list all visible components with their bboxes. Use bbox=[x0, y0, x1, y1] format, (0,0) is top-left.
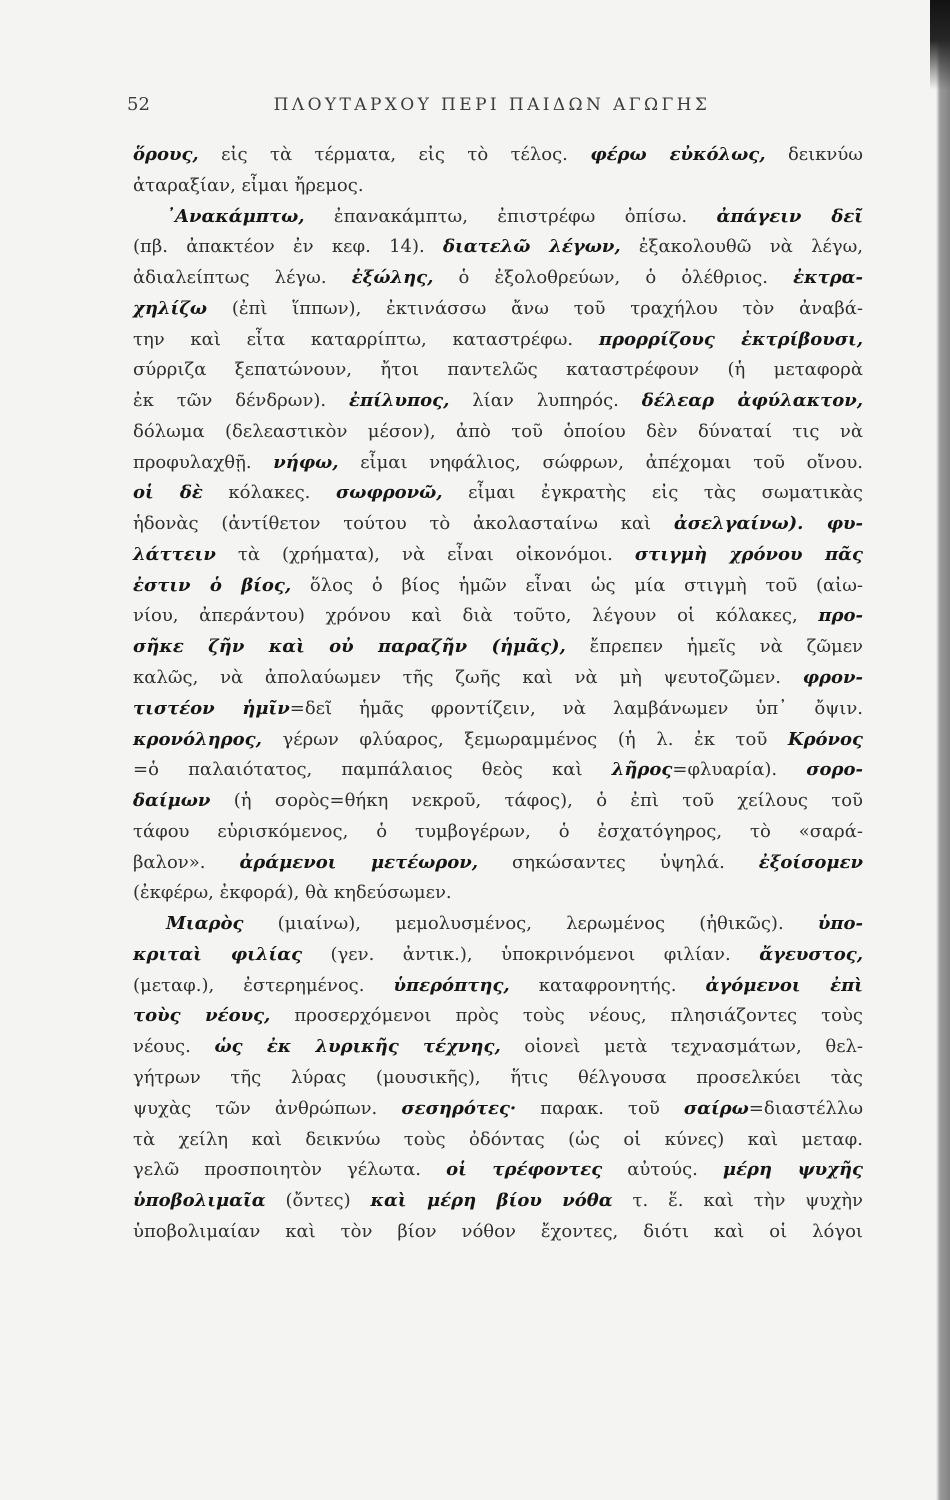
gloss-text: =ὁ παλαιότατος, παμπάλαιος θεὸς καὶ bbox=[133, 759, 612, 781]
glossed-term: ἀράμενοι μετέωρον, bbox=[239, 851, 479, 873]
scan-corner-shadow bbox=[930, 0, 950, 90]
gloss-text: τὰ χείλη καὶ δεικνύω τοὺς ὀδόντας (ὡς οἱ κύνες) καὶ μεταφ. bbox=[133, 1128, 863, 1150]
text-line bbox=[133, 478, 863, 509]
glossed-term: τιστέον ἡμῖν bbox=[133, 697, 290, 719]
gloss-text: ψυχὰς τῶν ἀνθρώπων. bbox=[133, 1097, 402, 1119]
glossed-term: δαίμων bbox=[133, 790, 211, 812]
text-line bbox=[133, 540, 863, 571]
glossed-term: σῆκε ζῆν καὶ οὐ παραζῆν (ἡμᾶς), bbox=[133, 636, 566, 658]
glossed-term: κριταὶ φιλίας bbox=[133, 943, 303, 965]
text-line bbox=[133, 878, 863, 909]
gloss-text: νίου, ἀπεράντου) χρόνου καὶ διὰ τοῦτο, λέγουν οἱ κόλακες, bbox=[133, 605, 819, 627]
glossed-term: χηλίζω bbox=[133, 297, 208, 319]
text-line bbox=[133, 325, 863, 356]
text-line bbox=[133, 725, 863, 756]
glossed-term: μέρη ψυχῆς bbox=[722, 1159, 863, 1181]
gloss-text: προφυλαχθῇ. bbox=[133, 451, 274, 473]
glossed-term: Μιαρὸς bbox=[166, 913, 244, 935]
gloss-text: τ. ἕ. καὶ τὴν ψυχὴν bbox=[612, 1190, 863, 1212]
glossed-term: σαίρω bbox=[683, 1097, 749, 1119]
glossed-term: ἄγευστος, bbox=[759, 943, 863, 965]
glossed-term: σορο- bbox=[806, 759, 863, 781]
gloss-text: ἔπρεπεν ἡμεῖς νὰ ζῶμεν bbox=[565, 636, 863, 658]
gloss-text: ὅλος ὁ βίος ἡμῶν εἶναι ὡς μία στιγμὴ τοῦ (αἰω- bbox=[291, 574, 863, 596]
text-line bbox=[133, 417, 863, 448]
paragraph bbox=[133, 202, 863, 910]
glossed-term: προ- bbox=[818, 605, 863, 627]
gloss-text: ἡδονὰς (ἀντίθετον τούτου τὸ ἀκολασταίνω καὶ bbox=[133, 513, 674, 535]
text-line bbox=[133, 1155, 863, 1186]
scan-edge-shadow bbox=[936, 0, 950, 1500]
text-line bbox=[133, 1094, 863, 1125]
text-line bbox=[133, 232, 863, 263]
text-line bbox=[133, 171, 863, 202]
text-line bbox=[133, 448, 863, 479]
text-line bbox=[133, 632, 863, 663]
glossed-term: ὡς ἐκ λυρικῆς τέχνης, bbox=[214, 1036, 501, 1058]
gloss-text: ἀδιαλείπτως λέγω. bbox=[133, 267, 352, 289]
glossed-term: ἐκτρα- bbox=[793, 267, 863, 289]
glossed-term: οἱ τρέφοντες bbox=[446, 1159, 603, 1181]
gloss-text: ὁ ἐξολοθρεύων, ὁ ὀλέθριος. bbox=[433, 267, 794, 289]
gloss-text: λίαν λυπηρός. bbox=[449, 390, 642, 412]
gloss-text: ἀταραξίαν, εἶμαι ἤρεμος. bbox=[133, 174, 364, 196]
gloss-text: τάφου εὑρισκόμενος, ὁ τυμβογέρων, ὁ ἐσχατόγηρος, τὸ «σαρά- bbox=[133, 820, 863, 842]
text-line bbox=[133, 571, 863, 602]
text-line bbox=[133, 848, 863, 879]
text-line bbox=[133, 601, 863, 632]
gloss-text: δεικνύω bbox=[765, 144, 863, 165]
glossed-term: τοὺς νέους, bbox=[133, 1005, 271, 1027]
gloss-text: (ὄντες) bbox=[265, 1190, 371, 1212]
glossed-term: δέλεαρ ἀφύλακτον, bbox=[641, 390, 863, 412]
gloss-text: =δεῖ ἡμᾶς φροντίζειν, νὰ λαμβάνωμεν ὑπ᾿ ὄψιν. bbox=[289, 697, 863, 719]
gloss-text: (μεταφ.), ἐστερημένος. bbox=[133, 974, 394, 996]
glossed-term: στιγμὴ χρόνου πᾶς bbox=[634, 543, 863, 565]
text-line bbox=[133, 1063, 863, 1094]
gloss-text: οἱονεὶ μετὰ τεχνασμάτων, θελ- bbox=[500, 1036, 864, 1058]
gloss-text: καταφρονητής. bbox=[509, 974, 706, 996]
glossed-term: φέρω εὐκόλως, bbox=[590, 144, 766, 165]
text-line bbox=[133, 1217, 863, 1248]
paragraph bbox=[133, 909, 863, 1247]
glossed-term: σεσηρότες· bbox=[401, 1097, 517, 1119]
glossed-term: σωφρονῶ, bbox=[336, 482, 443, 504]
glossed-term: ἐπίλυπος, bbox=[349, 390, 450, 412]
gloss-text: αὐτούς. bbox=[602, 1159, 723, 1181]
gloss-text: δόλωμα (δελεαστικὸν μέσον), ἀπὸ τοῦ ὁποίου δὲν δύναταί τις νὰ bbox=[133, 420, 863, 442]
text-line bbox=[133, 386, 863, 417]
gloss-text: εἶμαι ἐγκρατὴς εἰς τὰς σωματικὰς bbox=[442, 482, 863, 504]
gloss-text: (ἐκφέρω, ἐκφορά), θὰ κηδεύσωμεν. bbox=[133, 882, 452, 904]
gloss-text: (γεν. ἀντικ.), ὑποκρινόμενοι φιλίαν. bbox=[302, 943, 760, 965]
glossed-term: καὶ μέρη βίου νόθα bbox=[370, 1190, 613, 1212]
gloss-text: (ἡ σορὸς=θήκη νεκροῦ, τάφος), ὁ ἐπὶ τοῦ χείλους τοῦ bbox=[210, 790, 863, 812]
glossed-term: ἐξοίσομεν bbox=[758, 851, 863, 873]
glossed-term: προρρίζους ἐκτρίβουσι, bbox=[598, 328, 864, 350]
glossed-term: ἀγόμενοι ἐπὶ bbox=[705, 974, 864, 996]
gloss-text: =διαστέλλω bbox=[748, 1097, 863, 1119]
glossed-term: ὑπο- bbox=[817, 913, 863, 935]
gloss-text: εἶμαι νηφάλιος, σώφρων, ἀπέχομαι τοῦ οἴνου. bbox=[338, 451, 863, 473]
gloss-text: σηκώσαντες ὑψηλά. bbox=[478, 851, 759, 873]
glossed-term: ἀπάγειν δεῖ bbox=[716, 205, 864, 227]
gloss-text: σύρριζα ξεπατώνουν, ἤτοι παντελῶς καταστρέφουν (ἡ μεταφορὰ bbox=[133, 359, 863, 381]
glossed-term: ἐξώλης, bbox=[351, 267, 434, 289]
glossed-term: διατελῶ λέγων, bbox=[443, 236, 621, 258]
gloss-text: ἐκ τῶν δένδρων). bbox=[133, 390, 350, 412]
gloss-text: ἐξακολουθῶ νὰ λέγω, bbox=[620, 236, 863, 258]
text-line bbox=[133, 1125, 863, 1156]
text-line bbox=[133, 755, 863, 786]
gloss-text: (ἐπὶ ἵππων), ἐκτινάσσω ἄνω τοῦ τραχήλου τὸν ἀναβά- bbox=[207, 297, 863, 319]
glossed-term: ἀσελγαίνω). φυ- bbox=[673, 513, 863, 535]
glossed-term: κρονόληρος, bbox=[133, 728, 262, 750]
gloss-text: (πβ. ἀπακτέον ἐν κεφ. 14). bbox=[133, 236, 444, 258]
text-line bbox=[133, 971, 863, 1002]
text-line bbox=[133, 509, 863, 540]
page-number: 52 bbox=[127, 94, 150, 115]
glossed-term: ὅρους, bbox=[133, 144, 199, 165]
glossed-term: ὑποβολιμαῖα bbox=[133, 1190, 266, 1212]
text-line bbox=[133, 355, 863, 386]
text-line bbox=[133, 1001, 863, 1032]
gloss-text: προσερχόμενοι πρὸς τοὺς νέους, πλησιάζοντες τοὺς bbox=[270, 1005, 863, 1027]
gloss-text: βαλον». bbox=[133, 851, 240, 873]
text-line bbox=[133, 694, 863, 725]
gloss-text: γελῶ προσποιητὸν γέλωτα. bbox=[133, 1159, 447, 1181]
text-line bbox=[133, 140, 863, 171]
gloss-text: ὑποβολιμαίαν καὶ τὸν βίον νόθον ἔχοντες, διότι καὶ οἱ λόγοι bbox=[133, 1220, 863, 1242]
gloss-text: καλῶς, νὰ ἀπολαύωμεν τῆς ζωῆς καὶ νὰ μὴ ψευτοζῶμεν. bbox=[133, 667, 803, 689]
text-line bbox=[133, 786, 863, 817]
glossed-term: οἱ δὲ bbox=[133, 482, 203, 504]
text-line bbox=[133, 294, 863, 325]
glossed-term: Κρόνος bbox=[787, 728, 863, 750]
text-line bbox=[133, 940, 863, 971]
text-line bbox=[133, 202, 863, 233]
text-line bbox=[133, 263, 863, 294]
gloss-text: κόλακες. bbox=[202, 482, 336, 504]
gloss-text: παρακ. τοῦ bbox=[516, 1097, 684, 1119]
glossed-term: νήφω, bbox=[273, 451, 339, 473]
gloss-text: ἐπανακάμπτω, ἐπιστρέφω ὀπίσω. bbox=[304, 205, 717, 227]
text-line bbox=[133, 663, 863, 694]
gloss-text: (μιαίνω), μεμολυσμένος, λερωμένος (ἠθικῶς). bbox=[243, 913, 818, 935]
gloss-text: εἰς τὰ τέρματα, εἰς τὸ τέλος. bbox=[198, 144, 591, 165]
glossed-term: φρον- bbox=[802, 667, 863, 689]
gloss-text: =φλυαρία). bbox=[672, 759, 807, 781]
glossed-term: ἐστιν ὁ βίος, bbox=[133, 574, 292, 596]
text-line bbox=[133, 817, 863, 848]
glossed-term: ᾿Ανακάμπτω, bbox=[166, 205, 305, 227]
glossed-term: λάττειν bbox=[133, 543, 216, 565]
page-body bbox=[133, 140, 863, 1248]
glossed-term: ὑπερόπτης, bbox=[393, 974, 510, 996]
gloss-text: γήτρων τῆς λύρας (μουσικῆς), ἥτις θέλγουσα προσελκύει τὰς bbox=[133, 1066, 863, 1088]
gloss-text: γέρων φλύαρος, ξεμωραμμένος (ἡ λ. ἐκ τοῦ bbox=[261, 728, 788, 750]
gloss-text: τὰ (χρήματα), νὰ εἶναι οἰκονόμοι. bbox=[215, 543, 635, 565]
text-line bbox=[133, 1186, 863, 1217]
text-line bbox=[133, 909, 863, 940]
glossed-term: λῆρος bbox=[611, 759, 673, 781]
running-title: ΠΛΟΥΤΑΡΧΟΥ ΠΕΡΙ ΠΑΙΔΩΝ ΑΓΩΓΗΣ bbox=[273, 95, 711, 115]
gloss-text: νέους. bbox=[133, 1036, 215, 1058]
text-line bbox=[133, 1032, 863, 1063]
gloss-text: την καὶ εἶτα καταρρίπτω, καταστρέφω. bbox=[133, 328, 599, 350]
paragraph bbox=[133, 140, 863, 202]
